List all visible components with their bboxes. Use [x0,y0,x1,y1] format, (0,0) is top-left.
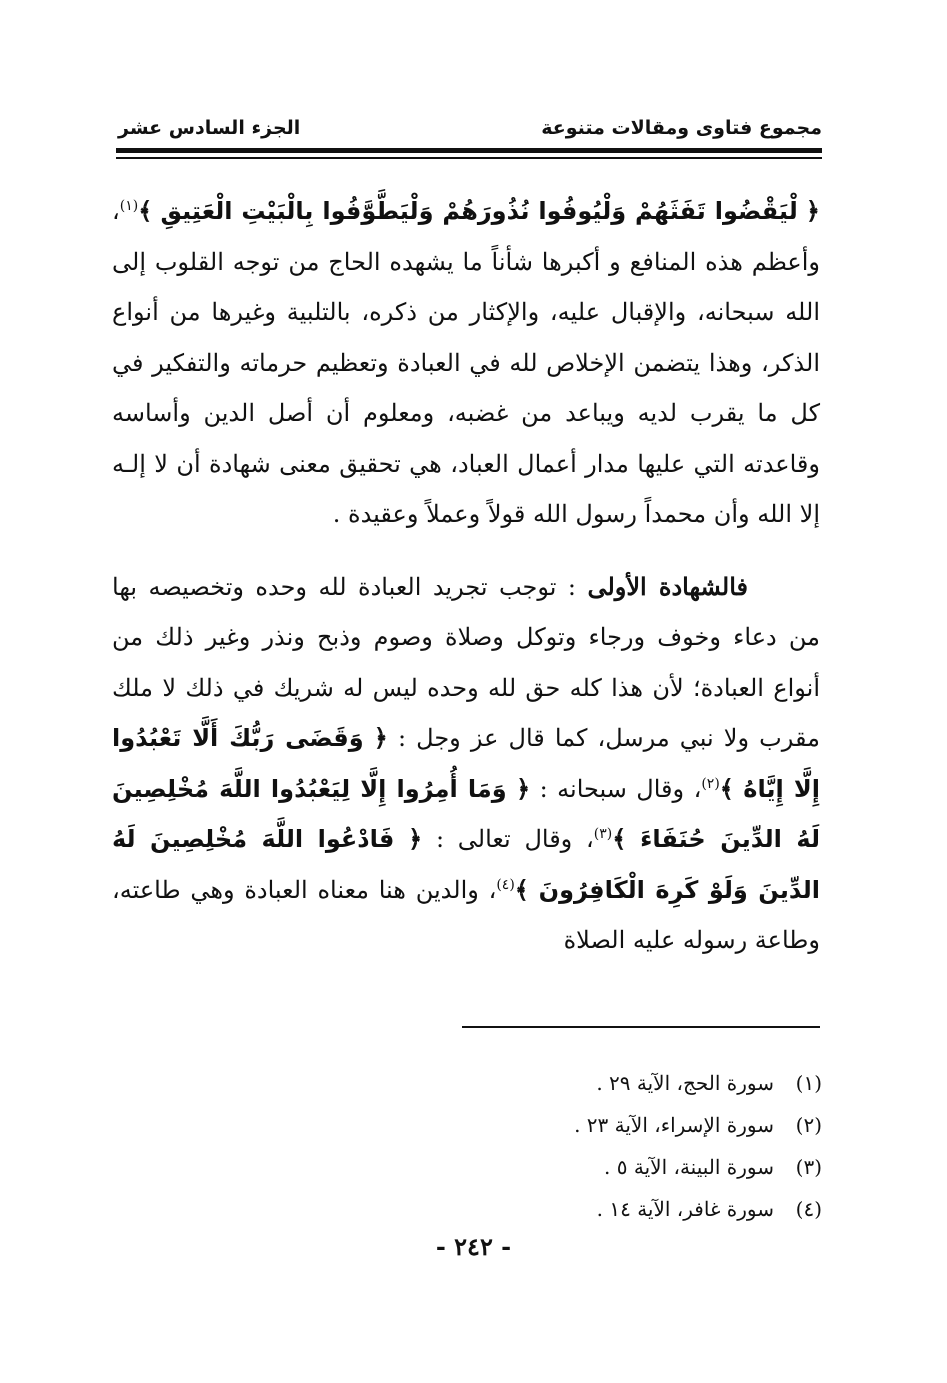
paragraph-2-text-4: ، والدين هنا معناه العبادة وهي طاعته، وطاعة رسوله عليه الصلاة [112,875,820,954]
paragraph-2-text-2: ، وقال سبحانه : [539,774,702,803]
footnote-item [300,1062,822,1104]
quran-verse-1: لْيَقْضُوا تَفَثَهُمْ وَلْيُوفُوا نُذُورَهُمْ وَلْيَطَّوَّفُوا بِالْبَيْتِ الْعَتِيقِ [160,197,798,225]
page-number: - ٢٤٢ - [435,1232,512,1261]
quran-verse-4: فَادْعُوا اللَّهَ مُخْلِصِينَ لَهُ الدِّينَ وَلَوْ كَرِهَ الْكَافِرُونَ [112,825,820,904]
paragraph-2-text-3: ، وقال تعالى : [435,825,594,853]
footnote-text: سورة الحج، الآية ٢٩ . [596,1071,774,1095]
volume-label: الجزء السادس عشر [118,117,301,139]
quote-close: ﴾ [719,774,734,803]
footnote-text: سورة غافر، الآية ١٤ . [596,1197,774,1221]
paragraph-2-text-1: : توجب تجريد العبادة لله وحده وتخصيصه بها من دعاء وخوف ورجاء وتوكل وصلاة وصوم وذبح ونذر وغير ذلك من أنواع العبادة؛ لأن هذا كله حق لله وحده ليس له شريك في ذلك لا ملك مقرب ولا نبي مرسل، كما قال عز وجل : [112,572,821,752]
quote-open: ﴿ [805,197,820,225]
quran-verse-3: وَمَا أُمِرُوا إِلَّا لِيَعْبُدُوا اللَّهَ مُخْلِصِينَ لَهُ الدِّينَ حُنَفَاءَ [112,774,820,853]
paragraph-1 [112,186,820,540]
quote-open: ﴿ [373,724,388,752]
header-rule-thick [116,148,822,153]
footnotes-list [300,1062,822,1230]
paragraph-2 [112,562,820,966]
quote-close: ﴾ [612,825,627,853]
footnote-item [300,1188,822,1230]
book-title: مجموع فتاوى ومقالات متنوعة [541,117,822,139]
paragraph-1-text: ، وأعظم هذه المنافع و أكبرها شأناً ما يشهده الحاج من توجه القلوب إلى الله سبحانه، والإقبال عليه، والإكثار من ذكره، بالتلبية وغيرها من أنواع الذكر، وهذا يتضمن الإخلاص لله في العبادة وتعظيم حرماته والتفكير في كل ما يقرب لديه ويباعد من غضبه، ومعلوم أن أصل الدين وأساسه وقاعدته التي عليها مدار أعمال العباد، هي تحقيق معنى شهادة أن لا إلـه إلا الله وأن محمداً رسول الله قولاً وعملاً وعقيدة . [112,197,820,528]
footnote-ref-4: (٤) [496,876,515,893]
quran-verse-2: وَقَضَى رَبُّكَ أَلَّا تَعْبُدُوا إِلَّا إِيَّاهُ [112,724,820,803]
quote-open: ﴿ [408,825,423,853]
footnote-text: سورة الإسراء، الآية ٢٣ . [574,1113,774,1137]
quote-close: ﴾ [514,875,529,904]
header-rule-thin [116,157,822,159]
section-lead: فالشهادة الأولى [587,571,749,601]
footnote-separator [462,1026,820,1028]
running-header [118,112,822,144]
footnote-item [300,1146,822,1188]
footnote-ref-1: (١) [119,198,139,214]
body-text [112,186,820,966]
footnote-number: (٢) [795,1113,822,1137]
footnote-ref-3: (٣) [593,826,613,842]
footnote-number: (٤) [795,1197,822,1221]
quote-open: ﴿ [516,774,531,803]
footnote-number: (٣) [795,1155,822,1179]
footnote-number: (١) [795,1071,822,1095]
footnote-text: سورة البينة، الآية ٥ . [604,1155,774,1179]
footnote-ref-2: (٢) [701,775,720,792]
footnote-item [300,1104,822,1146]
quote-close: ﴾ [138,197,153,225]
